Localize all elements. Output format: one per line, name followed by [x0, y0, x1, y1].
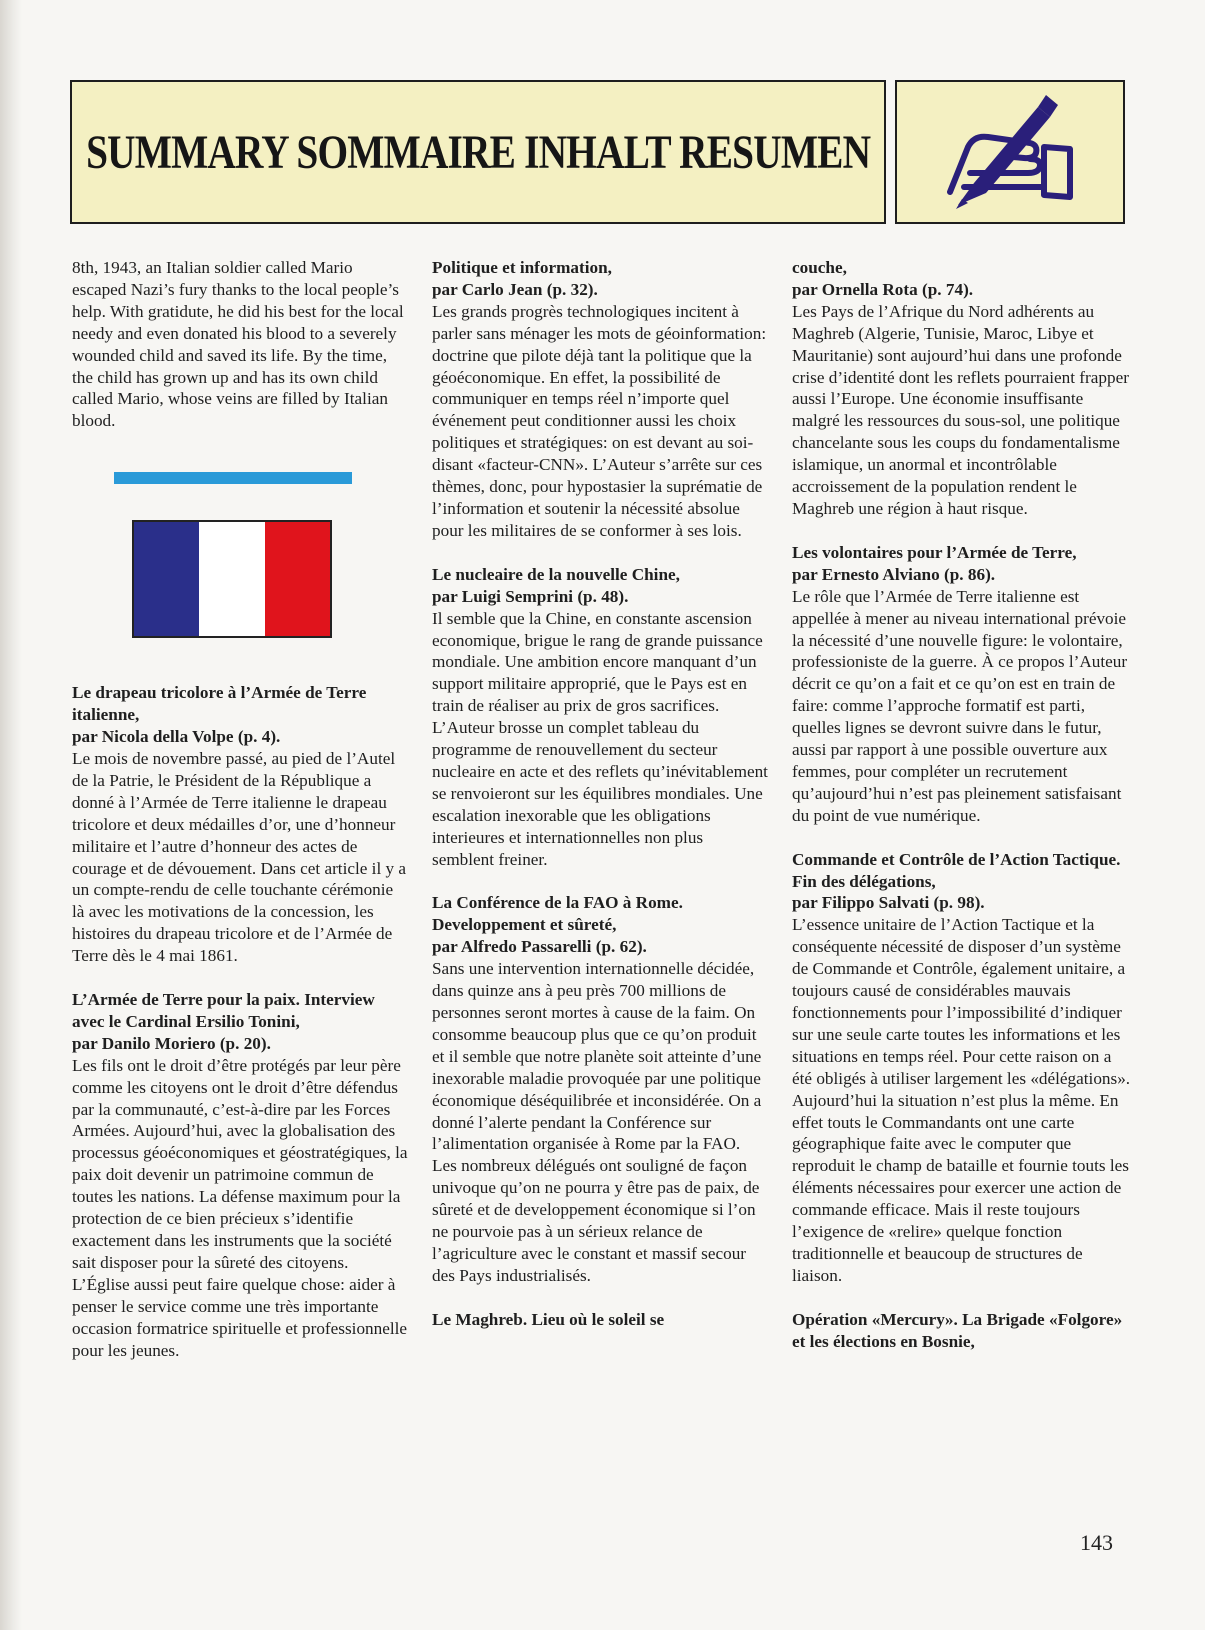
page-number: 143	[1080, 1530, 1113, 1555]
article-title: L’Armée de Terre pour la paix. Interview avec le Cardinal Ersilio Tonini,	[72, 990, 375, 1031]
article-title: Politique et information,	[432, 258, 612, 277]
article-title: Le drapeau tricolore à l’Armée de Terre italienne,	[72, 683, 367, 725]
article-title: couche,	[792, 258, 847, 277]
flag-white-stripe	[199, 522, 264, 636]
article-byline: par Danilo Moriero (p. 20).	[72, 1033, 271, 1053]
article-volontaires	[792, 542, 1132, 827]
summary-header	[70, 80, 886, 224]
article-drapeau	[72, 682, 408, 967]
article-fao	[432, 892, 768, 1286]
header-logo-box	[895, 80, 1125, 224]
intro-text: 8th, 1943, an Italian soldier called Mario escaped Nazi’s fury thanks to the local people’s help. With gratidute, he did his best for the local needy and even donated his blood to a severely wounded child and saved its life. By the time, the child has grown up and has its own child called Mario, whose veins are filled by Italian blood.	[72, 258, 404, 431]
article-maghreb	[792, 257, 1132, 520]
page-title: SUMMARY SOMMAIRE INHALT RESUMEN	[85, 125, 871, 179]
article-body: L’essence unitaire de l’Action Tactique et la conséquente nécessité de disposer d’un système de Commande et Contrôle, également unitaire, a toujours causé de considérables mauvais fonctionnements pour l’impossibilité d’indiquer sur une seule carte toutes les informations et les situations en temps réel. Pour cette raison on a été obligés à utiliser largement les «délégations». Aujourd’hui la situation n’est plus la même. En effet touts le Commandants ont une carte géographique faite avec le computer que reproduit le champ de bataille et fournie touts les éléments nécessaires pour exercer une action de commande efficace. Mais il reste toujours l’exigence de «relire» quelque fonction traditionnelle et beaucoup de structures de liaison.	[792, 915, 1131, 1285]
page-spine-shadow	[0, 0, 22, 1630]
article-body: Sans une intervention internationnelle décidée, dans quinze ans à peu près 700 millions de personnes seront mortes à cause de la faim. On consomme beaucoup plus que ce qu’on produit et il semble que notre planète soit atteinte d’une inexorable maladie provoquée par une politique économique déséquilibrée et inconsidérée. On a donné l’alerte pendant la Conférence sur l’alimentation organisée à Rome par la FAO. Les nombreux délégués ont souligné de façon univoque qu’on ne pourra y être pas de paix, de sûreté et de developpement économique si l’on ne pourvoie pas à un sérieux relance de l’agriculture avec le constant et massif secour des Pays industrialisés.	[432, 959, 762, 1285]
article-armee-paix	[72, 989, 408, 1361]
article-title: Commande et Contrôle de l’Action Tactique. Fin des délégations,	[792, 849, 1121, 891]
article-title-mercury: Opération «Mercury». La Brigade «Folgore» et les élections en Bosnie,	[792, 1309, 1123, 1351]
article-byline: par Ornella Rota (p. 74).	[792, 279, 974, 299]
article-body: Le mois de novembre passé, au pied de l’Autel de la Patrie, le Président de la République a donné à l’Armée de Terre italienne le drapeau tricolore et deux médailles d’or, une d’honneur militaire et l’autre d’honneur des actes de courage et de dévouement. Dans cet article il y a un compte-rendu de celle touchante cérémonie là avec les motivations de la concession, les histoires du drapeau tricolore et de l’Armée de Terre dès le 4 mai 1861.	[72, 748, 407, 966]
column-2	[432, 257, 768, 1331]
blue-divider-bar	[114, 472, 352, 484]
article-title: Le nucleaire de la nouvelle Chine,	[432, 564, 680, 584]
article-byline: par Carlo Jean (p. 32).	[432, 279, 598, 299]
article-nucleaire-chine	[432, 564, 768, 871]
flag-blue-stripe	[134, 522, 199, 636]
article-politique	[432, 257, 768, 542]
article-commande-controle	[792, 849, 1132, 1287]
article-body: Les Pays de l’Afrique du Nord adhérents au Maghreb (Algerie, Tunisie, Maroc, Libye et Mauritanie) sont aujourd’hui dans une profonde crise d’identité dont les reflets pourraient frapper aussi l’Europe. Une économie insuffisante malgré les ressources du sous-sol, une politique chancelante sous les coups du fondamentalisme islamique, un anormal et incontrôlable accroissement de la population rendent le Maghreb une région à haut risque.	[792, 301, 1129, 518]
column-1	[72, 257, 408, 1383]
article-byline: par Luigi Semprini (p. 48).	[432, 586, 629, 606]
column-3	[792, 257, 1132, 1353]
italian-french-tricolore-flag	[132, 520, 332, 638]
article-body: Les grands progrès technologiques incitent à parler sans ménager les mots de géoinformation: doctrine que pilote déjà tant la politique que la géoéconomique. En effet, la possibilité de communiquer en temps réel n’importe quel événement peut conditionner aussi les choix politiques et stratégiques: on est devant au soi-disant «facteur-CNN». L’Auteur s’arrête sur ces thèmes, donc, pour hypostasier la suprématie de l’information et soutenir la nécessité absolue pour les militaires de se conformer à ses lois.	[432, 301, 767, 540]
article-title: Les volontaires pour l’Armée de Terre,	[792, 542, 1077, 562]
article-body: Le rôle que l’Armée de Terre italienne est appellée à mener au niveau international prévoie la nécessité d’une nouvelle figure: le volontaire, professioniste de la guerre. À ce propos l’Auteur décrit ce qu’on a fait et ce qu’on est en train de faire: comme l’approche formatif est parti, quelles lignes se devront suivre dans le futur, aussi par rapport à une possible ouverture aux femmes, pour compléter un recrutement qu’aujourd’hui n’est pas pleinement satisfaisant du point de vue numérique.	[792, 586, 1128, 825]
article-byline: par Ernesto Alviano (p. 86).	[792, 564, 996, 584]
article-body: Les fils ont le droit d’être protégés par leur père comme les citoyens ont le droit d’être défendus par la communauté, c’est-à-dire par les Forces Armées. Aujourd’hui, avec la globalisation des processus géoéconomiques et géostratégiques, la paix doit devenir un patrimoine commun de toutes les nations. La défense maximum pour la protection de ce bien précieux s’identifie exactement dans les instruments que la société sait disposer pour la sûreté des citoyens. L’Église aussi peut faire quelque chose: aider à penser le service comme une très importante occasion formatrice spirituelle et professionnelle pour les jeunes.	[72, 1055, 408, 1360]
article-byline: par Filippo Salvati (p. 98).	[792, 893, 985, 913]
article-byline: par Nicola della Volpe (p. 4).	[72, 727, 281, 747]
article-title-maghreb: Le Maghreb. Lieu où le soleil se	[432, 1309, 665, 1329]
hand-writing-pen-icon	[910, 87, 1110, 217]
article-body: Il semble que la Chine, en constante ascension economique, brigue le rang de grande puissance mondiale. Une ambition encore manquant d’un support militaire approprié, que le Pays est en train de réaliser au prix de gros sacrifices. L’Auteur brosse un complet tableau du programme de renouvellement du secteur nucleaire en acte et des reflets qu’inévitablement se renvoieront sur les équilibres mondiales. Une escalation inexorable que les obligations interieures et internationnelles non plus semblent freiner.	[432, 608, 768, 869]
article-title: La Conférence de la FAO à Rome. Developpement et sûreté,	[432, 893, 683, 935]
article-byline: par Alfredo Passarelli (p. 62).	[432, 937, 647, 957]
flag-red-stripe	[265, 522, 330, 636]
